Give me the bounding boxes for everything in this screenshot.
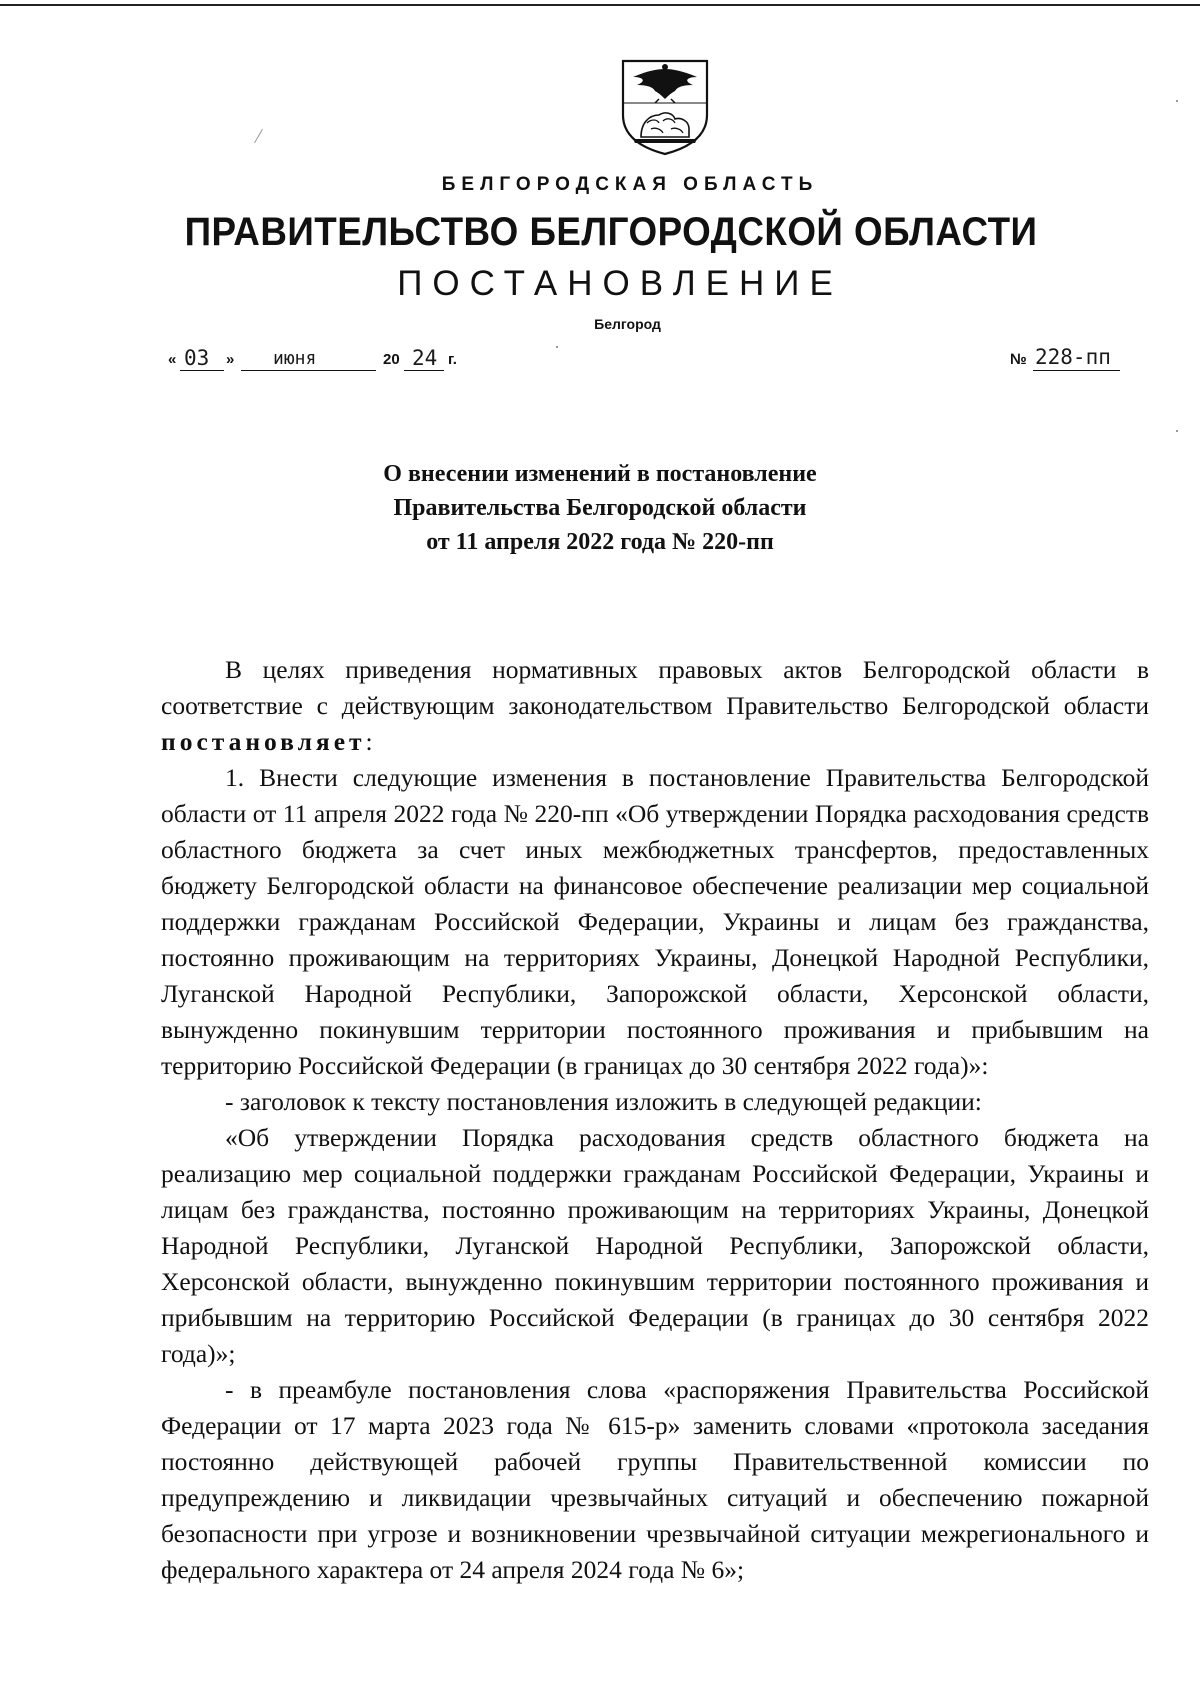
scan-speck [556, 346, 558, 348]
document-body [161, 652, 1149, 1588]
paragraph-preamble-change: - в преамбуле постановления слова «распоряжения Правительства Российской Федерации от 17 марта 2023 года № 615-р» заменить словами «протокола заседания постоянно действующей рабочей группы Правительственной комиссии по предупреждению и ликвидации чрезвычайных ситуаций и обеспечению пожарной безопасности при угрозе и возникновении чрезвычайной ситуации межрегионального и федерального характера от 24 апреля 2024 года № 6»; [161, 1375, 1149, 1584]
government-name: ПРАВИТЕЛЬСТВО БЕЛГОРОДСКОЙ ОБЛАСТИ [184, 210, 1038, 254]
month-underline [241, 370, 376, 371]
scan-speck [254, 129, 263, 143]
paragraph-heading-change: - заголовок к тексту постановления изложить в следующей редакции: [225, 1087, 982, 1116]
document-number: 228-пп [1035, 345, 1111, 369]
paragraph-new-heading: «Об утверждении Порядка расходования средств областного бюджета на реализацию мер социальной поддержки гражданам Российской Федерации, Украины и лицам без гражданства, постоянно проживающим на территориях Украины, Донецкой Народной Республики, Луганской Народной Республики, Запорожской области, Херсонской области, вынужденно покинувшим территории постоянного проживания и прибывшим на территорию Российской Федерации (в границах до 30 сентября 2022 года)»; [161, 1123, 1149, 1368]
document-type: ПОСТАНОВЛЕНИЕ [397, 264, 843, 303]
preamble-text: В целях приведения нормативных правовых актов Белгородской области в соответствие с действующим законодательством Правительство Белгородской области [161, 655, 1149, 720]
date-year-suffix: 24 [412, 346, 438, 370]
number-label: № [1010, 351, 1027, 368]
paragraph-preamble [161, 652, 1149, 760]
preamble-colon: : [365, 727, 373, 756]
title-line-2: Правительства Белгородской области [393, 495, 807, 521]
title-line-1: О внесении изменений в постановление [383, 461, 817, 487]
year-underline [404, 370, 444, 371]
date-year-prefix: 20 [383, 351, 400, 368]
day-underline [180, 370, 224, 371]
title-line-3: от 11 апреля 2022 года № 220-пп [426, 529, 774, 555]
number-underline [1033, 370, 1120, 371]
coat-of-arms-emblem [617, 57, 713, 157]
date-number-line [168, 340, 1130, 374]
scan-speck [1176, 430, 1178, 432]
date-day: 03 [184, 346, 210, 370]
region-name: БЕЛГОРОДСКАЯ ОБЛАСТЬ [441, 174, 819, 195]
date-quote-open: « [168, 351, 177, 368]
date-year-unit: г. [448, 351, 457, 368]
date-quote-close: » [226, 351, 235, 368]
date-month: июня [273, 348, 317, 369]
page-edge-line [0, 4, 1200, 6]
scan-speck [1176, 100, 1178, 102]
document-title [0, 457, 1200, 559]
resolves-word: постановляет [161, 727, 366, 756]
paragraph-item-1: 1. Внести следующие изменения в постановление Правительства Белгородской области от 11 апреля 2022 года № 220-пп «Об утверждении Порядка расходования средств областного бюджета за счет иных межбюджетных трансфертов, предоставленных бюджету Белгородской области на финансовое обеспечение реализации мер социальной поддержки гражданам Российской Федерации, Украины и лицам без гражданства, постоянно проживающим на территориях Украины, Донецкой Народной Республики, Луганской Народной Республики, Запорожской области, Херсонской области, вынужденно покинувшим территории постоянного проживания и прибывшим на территорию Российской Федерации (в границах до 30 сентября 2022 года)»: [161, 763, 1149, 1080]
city-name: Белгород [594, 316, 661, 332]
coat-of-arms-icon [617, 57, 713, 157]
